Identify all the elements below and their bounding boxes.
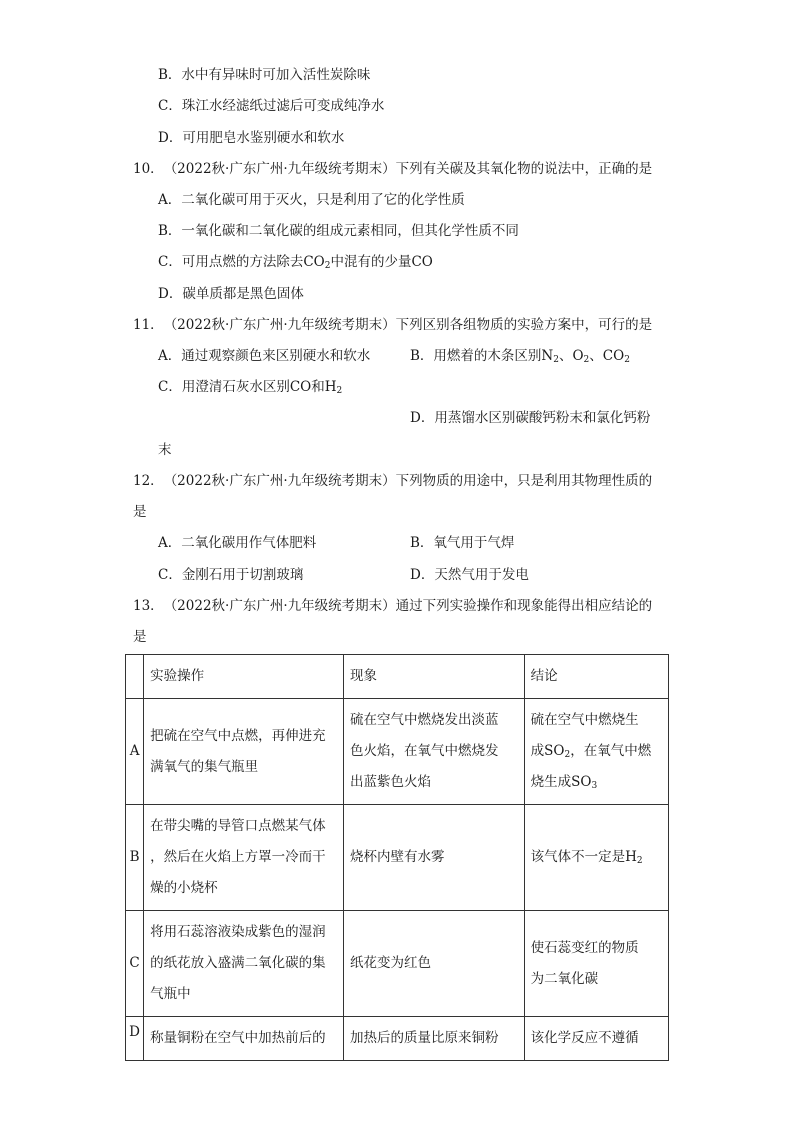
cell-line: 的纸花放入盛满二氧化碳的集: [150, 955, 326, 971]
q13-number: 13．: [133, 598, 164, 614]
cell-text: 该气体不一定是H: [530, 849, 637, 865]
q11-option-a: A．通过观察颜色来区别硬水和软水: [158, 348, 371, 364]
cell-line: 把硫在空气中点燃，再伸进充: [150, 727, 326, 744]
table-header-row: [126, 655, 669, 699]
q12-number: 12．: [133, 473, 164, 489]
row-label: A: [126, 699, 144, 805]
subscript: 3: [591, 781, 598, 791]
phenomenon-cell: [343, 699, 524, 805]
conclusion-cell: [524, 1017, 668, 1061]
cell-text: 烧生成SO: [530, 774, 592, 790]
subscript: 2: [564, 750, 571, 760]
cell-line: 满氧气的集气瓶里: [150, 758, 259, 775]
operation-cell: [144, 911, 344, 1017]
q11-option-b-text-3: 、CO: [589, 348, 625, 364]
cell-line: 燥的小烧杯: [150, 880, 218, 896]
q10-option-b: B．一氧化碳和二氧化碳的组成元素相同，但其化学性质不同: [158, 223, 519, 239]
cell-line: 硫在空气中燃烧生: [530, 712, 639, 728]
q12-option-c: C．金刚石用于切割玻璃: [158, 567, 304, 583]
q11-option-b-text: B．用燃着的木条区别N: [410, 348, 554, 364]
q11-stem: （2022秋·广东广州·九年级统考期末）下列区别各组物质的实验方案中，可行的是: [163, 317, 653, 333]
cell-line: 该化学反应不遵循: [530, 1030, 639, 1046]
operation-cell: [144, 805, 344, 911]
q11-option-d-continued: 末: [158, 442, 172, 458]
row-label: C: [126, 911, 144, 1017]
q10-stem: （2022秋·广东广州·九年级统考期末）下列有关碳及其氧化物的说法中，正确的是: [163, 161, 653, 177]
q9-option-d: D．可用肥皂水鉴别硬水和软水: [158, 130, 345, 146]
header-phenomenon: 现象: [343, 655, 524, 699]
cell-text: ，在氧气中燃: [570, 743, 652, 759]
cell-line: 为二氧化碳: [530, 970, 599, 987]
q12-option-d: D．天然气用于发电: [410, 567, 529, 583]
q11-option-b-text-2: 、O: [558, 348, 584, 364]
cell-line: 将用石蕊溶液染成紫色的湿润: [150, 924, 326, 940]
q11-option-d: D．用蒸馏水区别碳酸钙粉末和氯化钙粉: [410, 410, 651, 426]
cell-line: 气瓶中: [150, 986, 191, 1002]
conclusion-cell: [524, 911, 668, 1017]
header-blank-cell: [126, 655, 144, 699]
cell-line: 烧杯内壁有水雾: [349, 849, 445, 865]
subscript: 2: [324, 261, 331, 271]
row-label: B: [126, 805, 144, 911]
cell-line: 出蓝紫色火焰: [349, 774, 431, 790]
q13-stem: （2022秋·广东广州·九年级统考期末）通过下列实验操作和现象能得出相应结论的: [163, 598, 653, 614]
cell-line: [531, 736, 662, 767]
q13-stem-line: [133, 596, 652, 616]
q9-option-c: C．珠江水经滤纸过滤后可变成纯净水: [158, 98, 385, 114]
phenomenon-cell: [343, 1017, 524, 1061]
subscript: 2: [636, 856, 643, 866]
q12-stem-line: [133, 471, 652, 491]
q13-stem-continued: 是: [133, 629, 147, 645]
cell-line: 在带尖嘴的导管口点燃某气体: [150, 818, 326, 834]
operation-cell: [144, 699, 344, 805]
cell-line: 色火焰，在氧气中燃烧发: [349, 743, 499, 759]
q10-option-a: A．二氧化碳可用于灭火，只是利用了它的化学性质: [158, 192, 465, 208]
q10-number: 10．: [133, 161, 164, 177]
q10-option-d: D．碳单质都是黑色固体: [158, 286, 304, 302]
conclusion-cell: [524, 805, 668, 911]
phenomenon-cell: [343, 805, 524, 911]
cell-line: [531, 767, 662, 798]
cell-line: 使石蕊变红的物质: [530, 939, 639, 956]
header-conclusion: 结论: [524, 655, 668, 699]
q11-option-c-text: C．用澄清石灰水区别CO和H: [158, 379, 337, 395]
q12-stem-continued: 是: [133, 504, 147, 520]
phenomenon-cell: [343, 911, 524, 1017]
cell-text: 成SO: [530, 743, 565, 759]
q12-stem: （2022秋·广东广州·九年级统考期末）下列物质的用途中，只是利用其物理性质的: [163, 473, 653, 489]
subscript: 2: [336, 386, 343, 396]
q12-option-a: A．二氧化碳用作气体肥料: [158, 535, 317, 551]
q10-stem-line: [133, 159, 652, 179]
q11-option-b: [410, 346, 630, 366]
cell-line: 称量铜粉在空气中加热前后的: [150, 1030, 326, 1046]
q11-stem-line: [133, 315, 652, 335]
q11-option-c: [158, 377, 342, 397]
cell-line: [531, 842, 662, 873]
conclusion-cell: [524, 699, 668, 805]
q10-option-c-text-end: 中混有的少量CO: [330, 254, 433, 270]
q9-option-b: B．水中有异味时可加入活性炭除味: [158, 67, 371, 83]
subscript: 2: [583, 355, 590, 365]
operation-cell: [144, 1017, 344, 1061]
q11-number: 11．: [133, 317, 164, 333]
subscript: 2: [624, 355, 630, 365]
row-label: D: [126, 1017, 144, 1061]
cell-line: 纸花变为红色: [349, 955, 431, 971]
header-operation: 实验操作: [144, 655, 344, 699]
q12-option-b: B．氧气用于气焊: [410, 535, 515, 551]
cell-line: ，然后在火焰上方罩一冷而干: [150, 849, 326, 865]
cell-line: 加热后的质量比原来铜粉: [349, 1030, 499, 1046]
table-row-c: [126, 911, 669, 1017]
cell-line: 硫在空气中燃烧发出淡蓝: [349, 712, 499, 728]
table-row-d: [126, 1017, 669, 1061]
experiment-table: [125, 654, 669, 1061]
table-row-b: [126, 805, 669, 911]
q10-option-c-text: C．可用点燃的方法除去CO: [158, 254, 325, 270]
q10-option-c: [158, 252, 433, 272]
table-row-a: [126, 699, 669, 805]
subscript: 2: [553, 355, 559, 365]
